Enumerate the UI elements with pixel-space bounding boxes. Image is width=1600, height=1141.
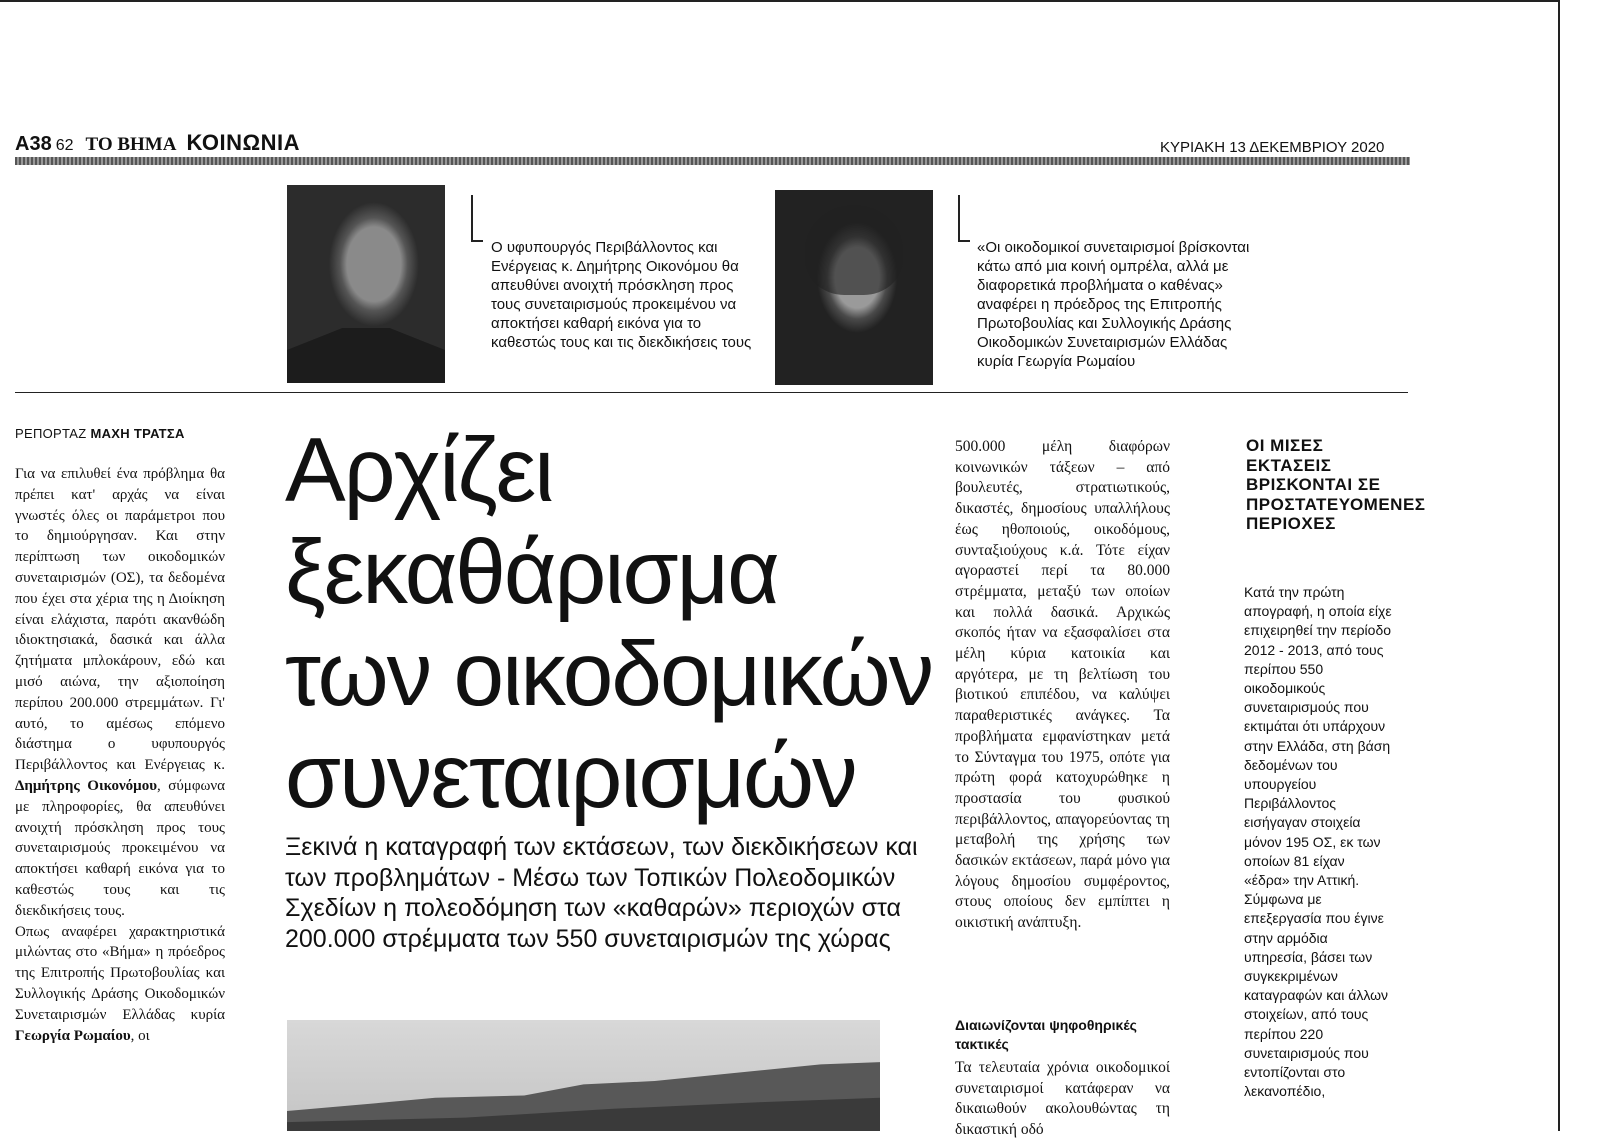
text-run: Για να επιλυθεί ένα πρόβλημα θα πρέπει κατ' αρχάς να είναι γνωστές όλες οι παράμετροι που το δημιούργησαν. Και στην περίπτωση των οικοδομικών συνεταιρισμών (ΟΣ), τα δεδομένα που έχει στα χέρια της η Διοίκηση είναι ελάχιστα, παρότι ακανθώδη ιδιοκτησιακά, δασικά και άλλα ζητήματα μπλοκάρουν, εδώ και μισό αιώνα, την αξιοποίηση περίπου 200.000 στρεμμάτων. Γι' αυτό, το αμέσως επόμενο διάστημα ο υφυπουργός Περιβάλλοντος και Ενέργειας κ. xyxy=(15,466,225,774)
article-column-1 xyxy=(15,464,225,1046)
caption-bracket xyxy=(471,195,483,242)
page-top-border xyxy=(0,0,1560,2)
text-run: Οπως αναφέρει χαρακτηριστικά μιλώντας στο «Βήμα» η πρόεδρος της Επιτροπής Πρωτοβουλίας και Συλλογικής Δράσης Οικοδομικών Συνεταιρισμών Ελλάδας κυρία xyxy=(15,923,225,1023)
article-deck: Ξεκινά η καταγραφή των εκτάσεων, των διεκδικήσεων και των προβλημάτων - Μέσω των Τοπικών Πολεοδομικών Σχεδίων η πολεοδόμηση των «καθαρών» περιοχών στα 200.000 στρέμματα των 550 συνεταιρισμών της χώρας xyxy=(285,833,918,953)
text-run: , οι xyxy=(130,1027,150,1044)
person-name: Δημήτρης Οικονόμου xyxy=(15,777,157,794)
page-code: Α38 xyxy=(15,133,52,155)
landscape-photo xyxy=(287,1020,880,1131)
photo-caption-right: «Οι οικοδομικοί συνεταιρισμοί βρίσκονται κάτω από μια κοινή ομπρέλα, αλλά με διαφορετικά προβλήματα ο καθένας» αναφέρει η πρόεδρος της Επιτροπής Πρωτοβουλίας και Συλλογικής Δράσης Οικοδομικών Συνεταιρισμών Ελλάδας κυρία Γεωργία Ρωμαίου xyxy=(977,239,1250,370)
section-divider xyxy=(15,392,1408,393)
article-subheading: Διαιωνίζονται ψηφοθηρικές τακτικές xyxy=(955,1017,1137,1052)
issue-date: ΚΥΡΙΑΚΗ 13 ΔΕΚΕΜΒΡΙΟΥ 2020 xyxy=(1160,139,1385,156)
paragraph xyxy=(15,922,225,1047)
person-name: Γεωργία Ρωμαίου xyxy=(15,1027,131,1044)
text-run: , σύμφωνα με πληροφορίες, θα απευθύνει ανοιχτή πρόσκληση προς τους συνεταιρισμούς προκειμένου να αποκτήσει καθαρή εικόνα για το καθεστώς τους και τις διεκδικήσεις τους. xyxy=(15,777,225,919)
portrait-photo-president xyxy=(775,190,933,385)
sidebar-text: Κατά την πρώτη απογραφή, η οποία είχε επιχειρηθεί την περίοδο 2012 - 2013, από τους περίπου 550 οικοδομικούς συνεταιρισμούς που εκτιμάται ότι υπάρχουν στην Ελλάδα, στη βάση δεδομένων του υπουργείου Περιβάλλοντος εισήγαγαν στοιχεία μόνον 195 ΟΣ, εκ των οποίων 81 είχαν «έδρα» την Αττική. Σύμφωνα με επεξεργασία που έγινε στην αρμόδια υπηρεσία, βάσει των συγκεκριμένων καταγραφών και άλλων στοιχείων, από τους περίπου 220 συνεταιρισμούς που εντοπίζονται στο λεκανοπέδιο, xyxy=(1244,584,1392,1100)
byline xyxy=(15,426,185,441)
header-rule xyxy=(15,157,1410,165)
photo-caption-left: Ο υφυπουργός Περιβάλλοντος και Ενέργειας κ. Δημήτρης Οικονόμου θα απευθύνει ανοιχτή πρόσκληση προς τους συνεταιρισμούς προκειμένου να αποκτήσει καθαρή εικόνα για το καθεστώς τους και τις διεκδικήσεις τους xyxy=(491,239,752,351)
sidebar-heading: ΟΙ ΜΙΣΕΣ ΕΚΤΑΣΕΙΣ ΒΡΙΣΚΟΝΤΑΙ ΣΕ ΠΡΟΣΤΑΤΕΥΟΜΕΝΕΣ ΠΕΡΙΟΧΕΣ xyxy=(1246,436,1426,533)
portrait-photo-minister xyxy=(287,185,445,383)
section-name: ΚΟΙΝΩΝΙΑ xyxy=(186,130,300,155)
byline-author: ΜΑΧΗ ΤΡΑΤΣΑ xyxy=(90,426,185,441)
byline-label: ΡΕΠΟΡΤΑΖ xyxy=(15,426,87,441)
article-column-3: 500.000 μέλη διαφόρων κοινωνικών τάξεων – από βουλευτές, στρατιωτικούς, δικαστές, δημοσίους υπαλλήλους έως ηθοποιούς, οικοδόμους, συνταξιούχους κ.ά. Τότε είχαν αγοραστεί περί τα 80.000 στρέμματα, μεταξύ των οποίων και πολλά δασικά. Αρχικώς σκοπός ήταν να εξασφαλίσει στα μέλη κύρια κατοικία και αργότερα, με τη βελτίωση του βιοτικού επιπέδου, να καλύψει παραθεριστικές ανάγκες. Τα προβλήματα εμφανίστηκαν μετά το Σύνταγμα του 1975, οπότε για πρώτη φορά κατοχυρώθηκε η προστασία του φυσικού περιβάλλοντος, απαγορεύοντας τη μεταβολή της χρήσης των δασικών εκτάσεων, παρά μόνο για λόγους δημοσίου συμφέροντος, στους οποίους δεν εμπίπτει η οικιστική ανάπτυξη. xyxy=(955,438,1170,932)
paragraph xyxy=(15,464,225,922)
page-header xyxy=(15,130,300,156)
article-headline: Αρχίζει ξεκαθάρισμα των οικοδομικών συνεταιρισμών xyxy=(285,420,933,827)
page-right-border xyxy=(1558,0,1560,1131)
page-number: 62 xyxy=(55,137,74,154)
caption-bracket xyxy=(958,195,970,242)
newspaper-name: ΤΟ ΒΗΜΑ xyxy=(85,134,177,155)
article-column-3-continued: Τα τελευταία χρόνια οικοδομικοί συνεταιρισμοί κατάφεραν να δικαιωθούν ακολουθώντας τη δικαστική οδό xyxy=(955,1059,1170,1139)
